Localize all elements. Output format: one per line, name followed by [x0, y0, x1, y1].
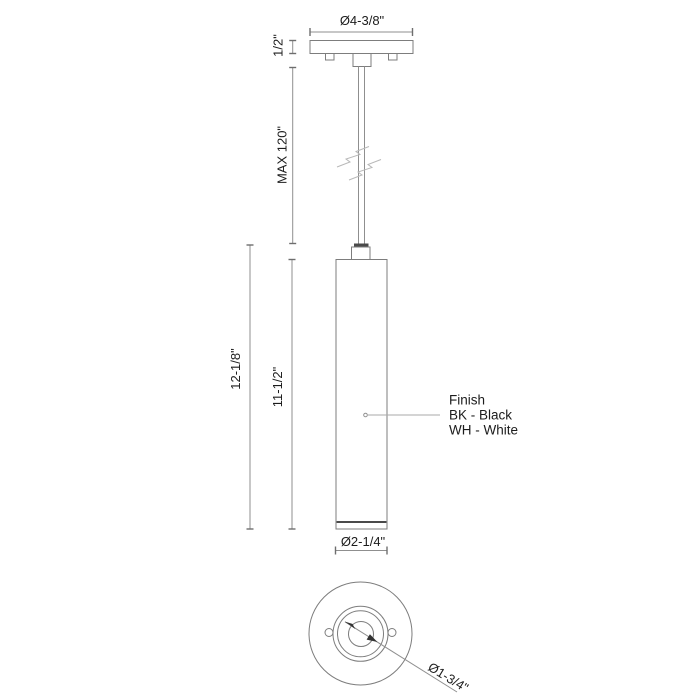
bottom-view-outer-circle — [309, 582, 412, 685]
finish-option-white: WH - White — [449, 422, 518, 438]
finish-title: Finish — [449, 392, 486, 408]
mounting-screw-right — [389, 54, 398, 61]
bottom-view — [309, 582, 471, 695]
finish-option-black: BK - Black — [449, 407, 513, 423]
mounting-screw-left — [326, 54, 335, 61]
dim-body-height — [270, 260, 296, 530]
body-diameter-label: Ø2-1/4" — [340, 534, 386, 549]
canopy-height-label: 1/2" — [270, 34, 286, 57]
front-view — [228, 13, 518, 555]
canopy-stem — [353, 54, 371, 67]
overall-height-label: 12-1/8" — [228, 348, 243, 390]
dim-canopy-diameter — [310, 13, 413, 36]
canopy-diameter-label: Ø4-3/8" — [339, 13, 385, 28]
dim-suspension-max — [275, 68, 297, 244]
leader-dot — [364, 413, 368, 417]
suspension-max-label: MAX 120" — [274, 125, 290, 185]
suspension-cable — [337, 67, 381, 244]
dim-body-diameter — [336, 534, 388, 555]
dim-canopy-height — [271, 34, 297, 57]
canopy-plate — [310, 41, 413, 54]
pendant-body — [336, 260, 387, 530]
screw-hole-right — [388, 629, 396, 637]
dim-aperture-diameter — [345, 622, 472, 696]
screw-hole-left — [325, 629, 333, 637]
bottom-view-ring-inner — [338, 611, 384, 657]
body-height-label: 11-1/2" — [270, 366, 285, 408]
dim-overall-height — [228, 245, 254, 529]
cable-ferrule — [354, 244, 369, 248]
aperture-diameter-label: Ø1-3/4" — [425, 659, 472, 696]
socket-holder — [352, 247, 371, 260]
bottom-view-ring-outer — [333, 606, 388, 661]
